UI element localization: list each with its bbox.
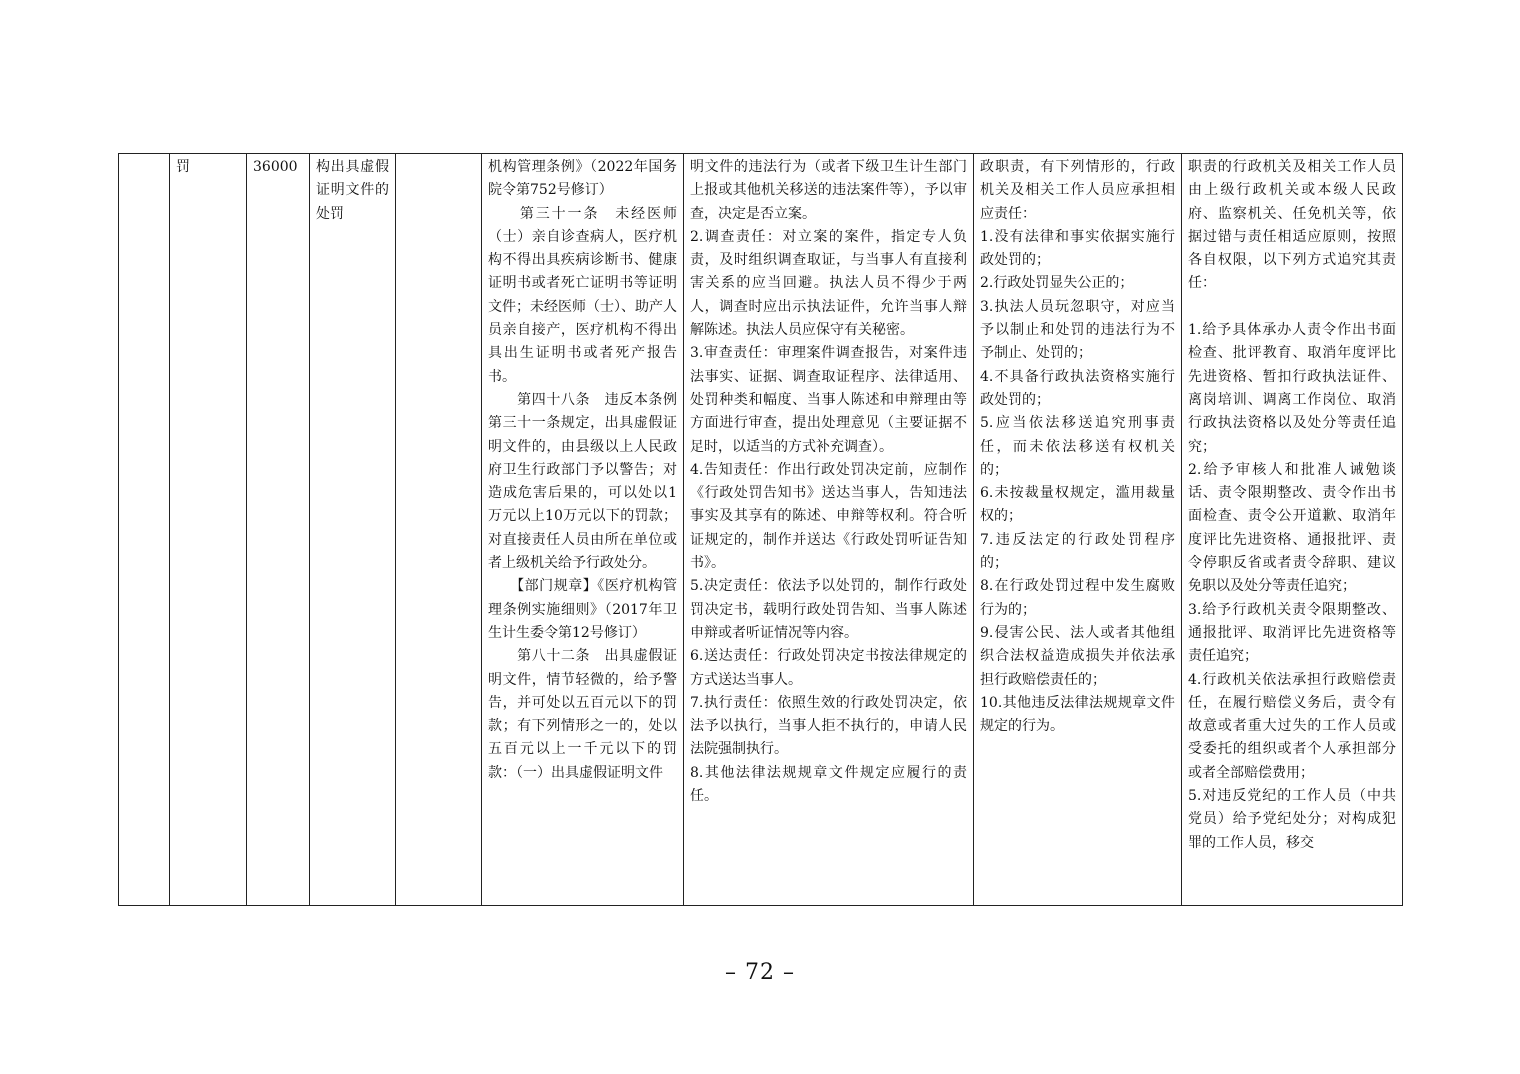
cell-code: 36000	[247, 154, 310, 906]
cell-accountability-cases: 政职责，有下列情形的，行政机关及相关工作人员应承担相应责任： 1.没有法律和事实依据实施行政处罚的； 2.行政处罚显失公正的； 3.执法人员玩忽职守，对应当予以制止和处罚的违法行为不予制止、处罚的； 4.不具备行政执法资格实施行政处罚的； 5.应当依法移送追究刑事责任，而未依法移送有权机关的； 6.未按裁量权规定，滥用裁量权的； 7.违反法定的行政处罚程序的； 8.在行政处罚过程中发生腐败行为的； 9.侵害公民、法人或者其他组织合法权益造成损失并依法承担行政赔偿责任的； 10.其他违反法律法规规章文件规定的行为。	[974, 154, 1182, 906]
cell-item-name: 构出具虚假证明文件的处罚	[310, 154, 396, 906]
cell-seq	[119, 154, 170, 906]
cell-accountability-methods: 职责的行政机关及相关工作人员由上级行政机关或本级人民政府、监察机关、任免机关等，依据过错与责任相适应原则，按照各自权限，以下列方式追究其责任： 1.给予具体承办人责令作出书面检查、批评教育、取消年度评比先进资格、暂扣行政执法证件、离岗培训、调离工作岗位、取消行政执法资格以及处分等责任追究； 2.给予审核人和批准人诫勉谈话、责令限期整改、责令作出书面检查、责令公开道歉、取消年度评比先进资格、通报批评、责令停职反省或者责令辞职、建议免职以及处分等责任追究； 3.给予行政机关责令限期整改、通报批评、取消评比先进资格等责任追究； 4.行政机关依法承担行政赔偿责任，在履行赔偿义务后，责令有故意或者重大过失的工作人员或受委托的组织或者个人承担部分或者全部赔偿费用； 5.对违反党纪的工作人员（中共党员）给予党纪处分；对构成犯罪的工作人员，移交	[1182, 154, 1403, 906]
responsibility-table	[118, 153, 1403, 906]
cell-legal-basis: 机构管理条例》（2022年国务院令第752号修订） 第三十一条 未经医师（士）亲自诊查病人，医疗机构不得出具疾病诊断书、健康证明书或者死亡证明书等证明文件；未经医师（士）、助产人员亲自接产，医疗机构不得出具出生证明书或者死产报告书。 第四十八条 违反本条例第三十一条规定，出具虚假证明文件的，由县级以上人民政府卫生行政部门予以警告；对造成危害后果的，可以处以1万元以上10万元以下的罚款；对直接责任人员由所在单位或者上级机关给予行政处分。 【部门规章】《医疗机构管理条例实施细则》（2017年卫生计生委令第12号修订） 第八十二条 出具虚假证明文件，情节轻微的，给予警告，并可处以五百元以下的罚款；有下列情形之一的，处以五百元以上一千元以下的罚款：（一）出具虚假证明文件	[482, 154, 684, 906]
page-number: – 72 –	[725, 960, 795, 985]
cell-responsibility: 明文件的违法行为（或者下级卫生计生部门上报或其他机关移送的违法案件等），予以审查，决定是否立案。 2.调查责任：对立案的案件，指定专人负责，及时组织调查取证，与当事人有直接利害关系的应当回避。执法人员不得少于两人，调查时应出示执法证件，允许当事人辩解陈述。执法人员应保守有关秘密。 3.审查责任：审理案件调查报告，对案件违法事实、证据、调查取证程序、法律适用、处罚种类和幅度、当事人陈述和申辩理由等方面进行审查，提出处理意见（主要证据不足时，以适当的方式补充调查）。 4.告知责任：作出行政处罚决定前，应制作《行政处罚告知书》送达当事人，告知违法事实及其享有的陈述、申辩等权利。符合听证规定的，制作并送达《行政处罚听证告知书》。 5.决定责任：依法予以处罚的，制作行政处罚决定书，载明行政处罚告知、当事人陈述申辩或者听证情况等内容。 6.送达责任：行政处罚决定书按法律规定的方式送达当事人。 7.执行责任：依照生效的行政处罚决定，依法予以执行，当事人拒不执行的，申请人民法院强制执行。 8.其他法律法规规章文件规定应履行的责任。	[684, 154, 974, 906]
cell-category: 罚	[170, 154, 247, 906]
cell-sub-item	[396, 154, 482, 906]
table-row	[119, 154, 1403, 906]
